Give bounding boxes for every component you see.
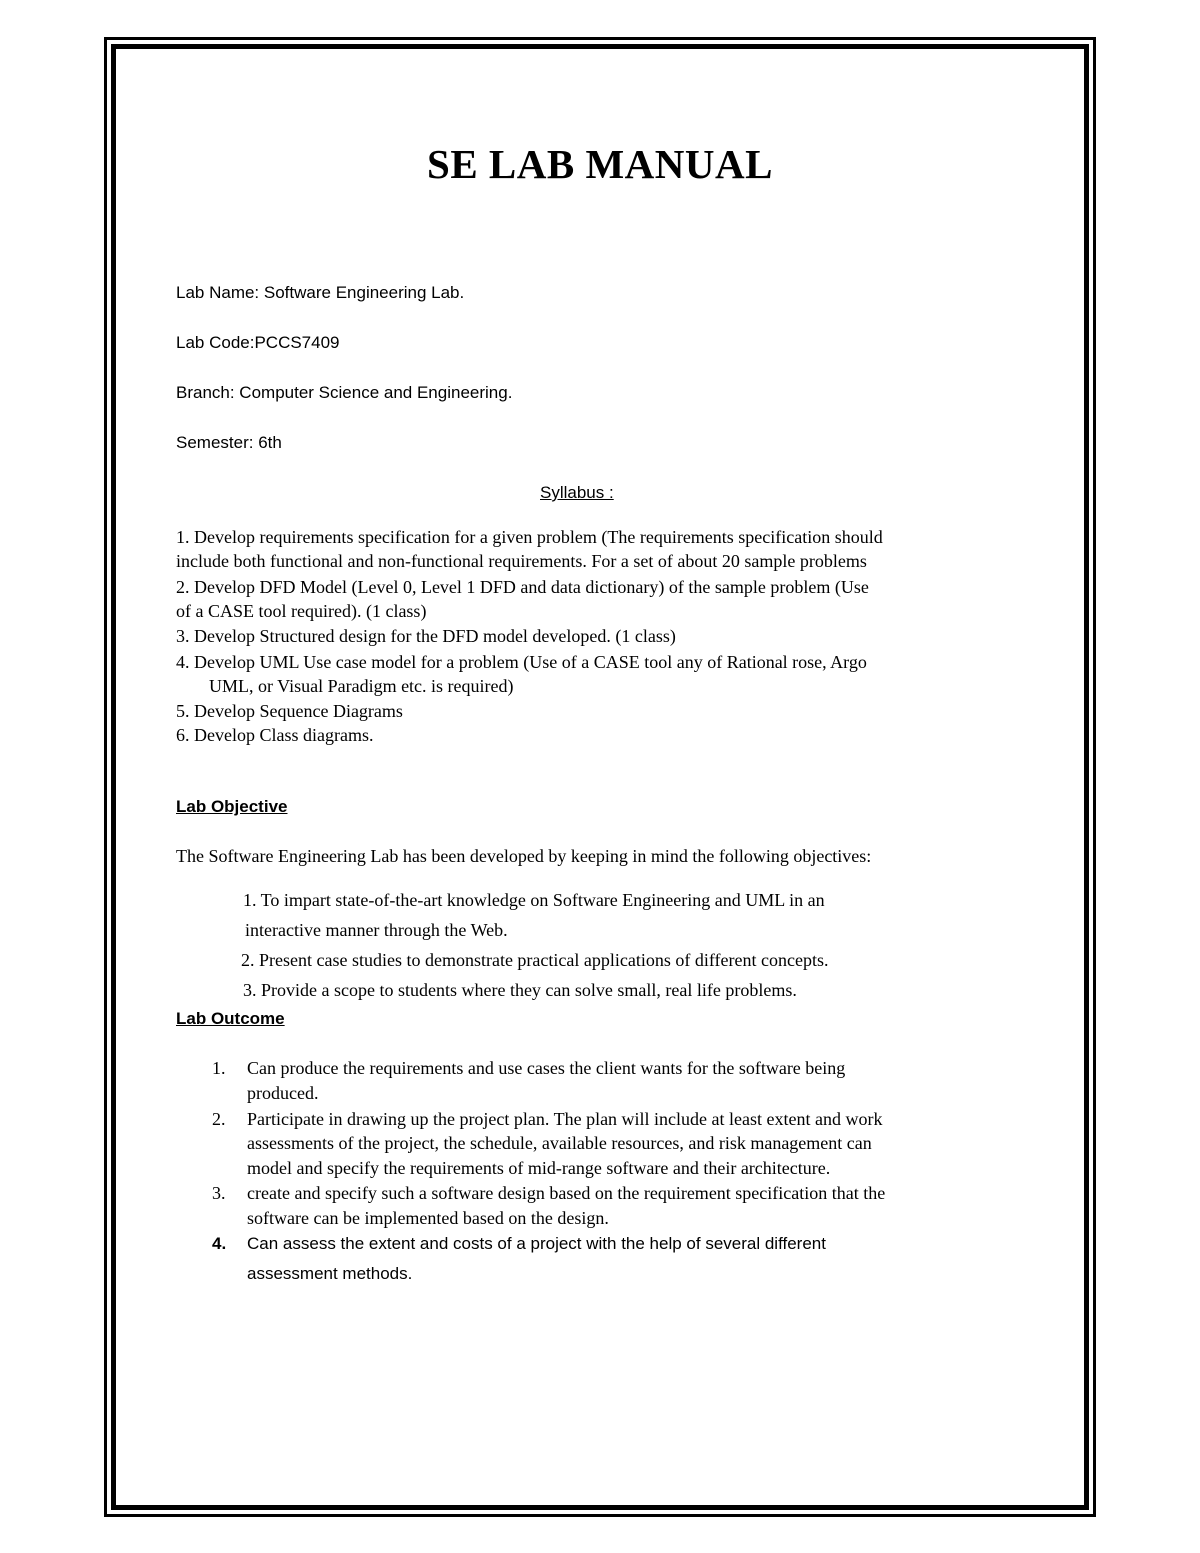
objective-line: interactive manner through the Web.	[245, 920, 508, 940]
syllabus-line: 6. Develop Class diagrams.	[176, 725, 374, 745]
outcome-number: 3.	[212, 1183, 226, 1203]
syllabus-line: 5. Develop Sequence Diagrams	[176, 701, 403, 721]
branch: Branch: Computer Science and Engineering.	[176, 383, 513, 402]
syllabus-line: UML, or Visual Paradigm etc. is required)	[209, 676, 514, 696]
outcome-line: create and specify such a software design based on the requirement specification that the	[247, 1183, 886, 1203]
syllabus-line: 4. Develop UML Use case model for a problem (Use of a CASE tool any of Rational rose, Argo	[176, 652, 867, 672]
outcome-line: assessment methods.	[247, 1264, 413, 1283]
syllabus-line: include both functional and non-functional requirements. For a set of about 20 sample problems	[176, 551, 867, 571]
outcome-line: produced.	[247, 1083, 319, 1103]
outcome-line: assessments of the project, the schedule, available resources, and risk management can	[247, 1133, 872, 1153]
objective-line: 1. To impart state-of-the-art knowledge on Software Engineering and UML in an	[243, 890, 825, 910]
syllabus-heading: Syllabus :	[540, 483, 614, 502]
outcome-line: Participate in drawing up the project plan. The plan will include at least extent and work	[247, 1109, 883, 1129]
semester: Semester: 6th	[176, 433, 282, 452]
document-title: SE LAB MANUAL	[427, 141, 773, 187]
lab-name: Lab Name: Software Engineering Lab.	[176, 283, 465, 302]
lab-outcome-heading: Lab Outcome	[176, 1009, 285, 1028]
outcome-number: 1.	[212, 1058, 226, 1078]
outcome-number: 2.	[212, 1109, 226, 1129]
outcome-line: Can assess the extent and costs of a project with the help of several different	[247, 1234, 826, 1253]
lab-code: Lab Code:PCCS7409	[176, 333, 340, 352]
syllabus-line: 2. Develop DFD Model (Level 0, Level 1 DFD and data dictionary) of the sample problem (Use	[176, 577, 869, 597]
syllabus-line: 1. Develop requirements specification for a given problem (The requirements specification should	[176, 527, 883, 547]
objective-line: 3. Provide a scope to students where they can solve small, real life problems.	[243, 980, 797, 1000]
syllabus-line: 3. Develop Structured design for the DFD model developed. (1 class)	[176, 626, 676, 646]
outcome-line: software can be implemented based on the design.	[247, 1208, 609, 1228]
outcome-line: Can produce the requirements and use cases the client wants for the software being	[247, 1058, 846, 1078]
lab-objective-heading: Lab Objective	[176, 797, 288, 816]
objective-intro: The Software Engineering Lab has been developed by keeping in mind the following objectives:	[176, 846, 872, 866]
page-border-inner	[111, 44, 1089, 1510]
outcome-number: 4.	[212, 1234, 227, 1253]
outcome-line: model and specify the requirements of mid-range software and their architecture.	[247, 1158, 831, 1178]
syllabus-line: of a CASE tool required). (1 class)	[176, 601, 427, 621]
objective-line: 2. Present case studies to demonstrate practical applications of different concepts.	[241, 950, 829, 970]
